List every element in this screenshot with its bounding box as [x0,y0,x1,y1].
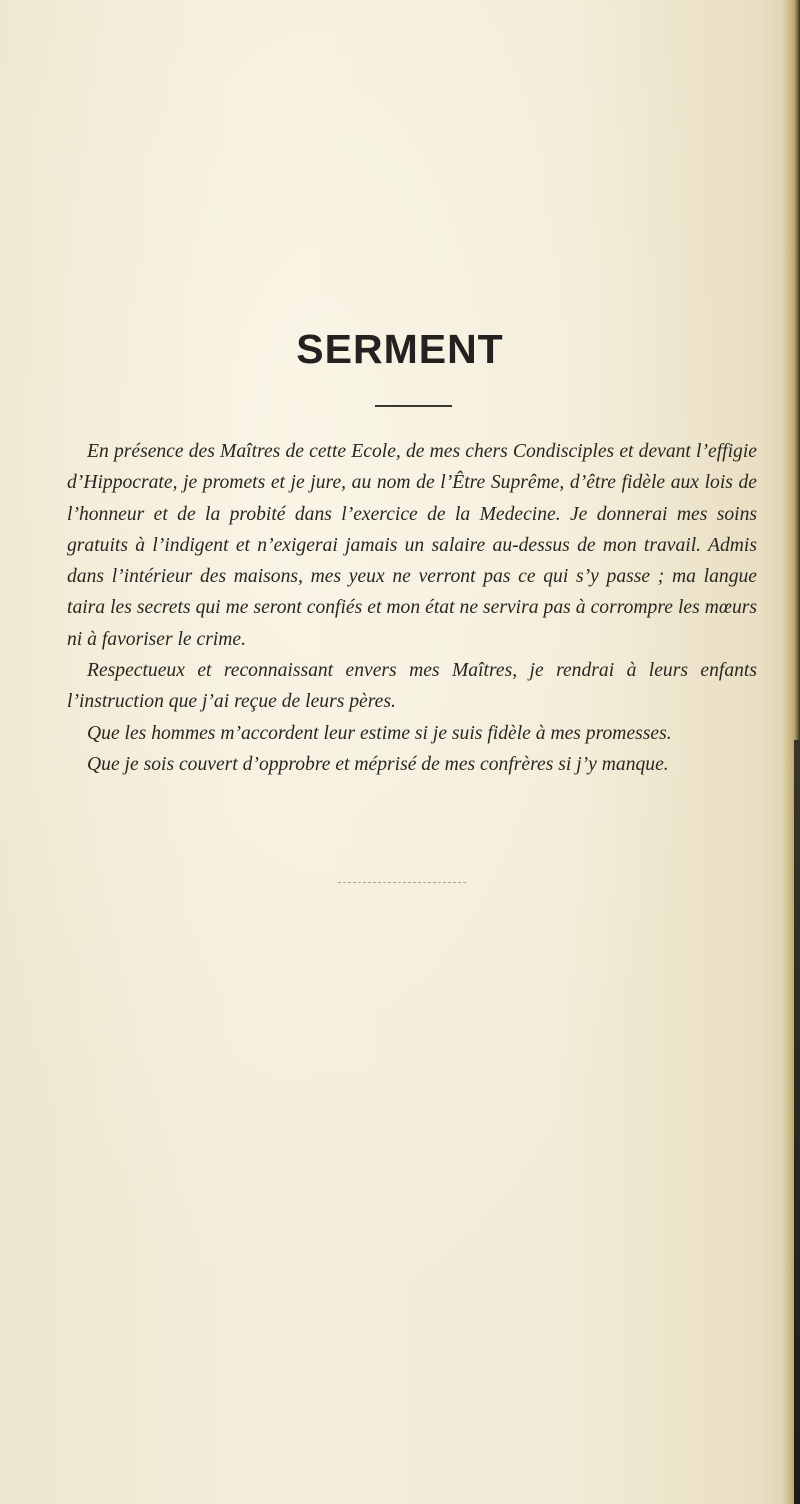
title-divider [375,405,452,407]
oath-paragraph-4: Que je sois couvert d’opprobre et méprisé de mes confrères si j’y manque. [87,753,669,775]
page-edge-dark [794,740,800,1504]
oath-paragraph-3: Que les hommes m’accordent leur estime si je suis fidèle à mes promesses. [87,722,672,744]
oath-paragraph-1: En présence des Maîtres de cette Ecole, de mes chers Condisciples et devant l’effigie d’Hippocrate, je promets et je jure, au nom de l’Être Suprême, d’être fidèle aux lois de l’honneur et de la probité dans l’exercice de la Medecine. Je donnerai mes soins gratuits à l’indigent et n’exigerai jamais un salaire au-dessus de mon travail. Admis dans l’intérieur des maisons, mes yeux ne verront pas ce qui s’y passe ; ma langue taira les secrets qui me seront confiés et mon état ne servira pas à corrompre les mœurs ni à favoriser le crime. [67,441,757,650]
page-title: SERMENT [296,326,504,372]
oath-text [67,436,757,780]
faint-dashed-line [338,882,466,883]
oath-paragraph-2: Respectueux et reconnaissant envers mes Maîtres, je rendrai à leurs enfants l’instruction que j’ai reçue de leurs pères. [67,660,757,713]
